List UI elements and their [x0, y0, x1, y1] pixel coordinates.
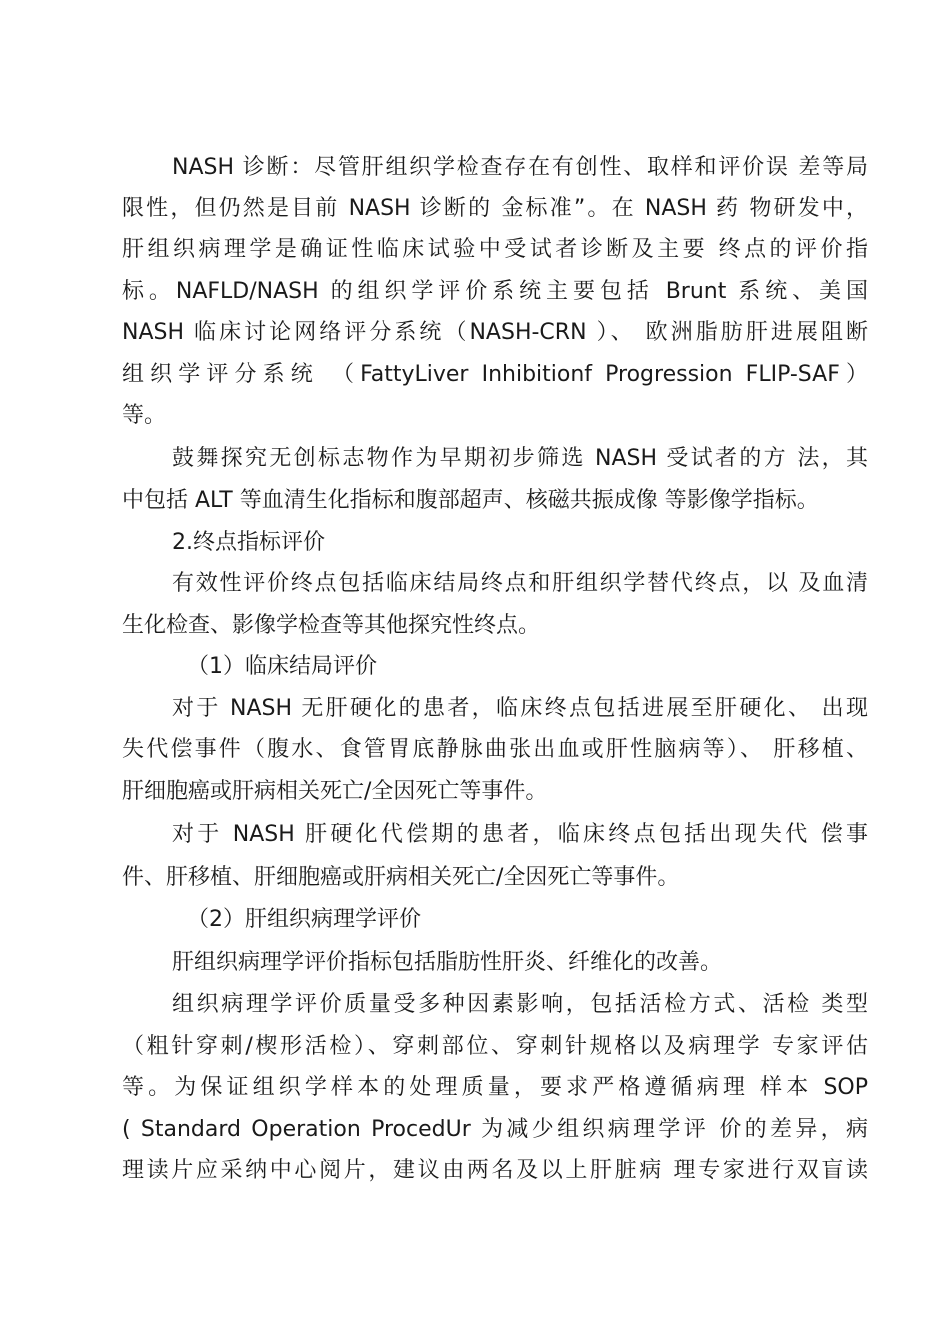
paragraph-line: NASH 临床讨论网络评分系统（NASH-CRN ）、 欧洲脂肪肝进展阻断 [122, 320, 868, 345]
paragraph-line: 件、肝移植、肝细胞癌或肝病相关死亡/全因死亡等事件。 [122, 865, 680, 890]
paragraph-line: 鼓舞探究无创标志物作为早期初步筛选 NASH 受试者的方 法，其 [172, 446, 868, 471]
paragraph-line: 肝组织病理学评价指标包括脂肪性肝炎、纤维化的改善。 [172, 950, 723, 975]
paragraph-line: 对于 NASH 肝硬化代偿期的患者，临床终点包括出现失代 偿事 [172, 822, 868, 847]
paragraph-line: 限性，但仍然是目前 NASH 诊断的 金标准”。在 NASH 药 物研发中， [122, 196, 868, 221]
paragraph-line: 生化检查、影像学检查等其他探究性终点。 [122, 613, 541, 638]
paragraph-line: 对于 NASH 无肝硬化的患者，临床终点包括进展至肝硬化、 出现 [172, 696, 868, 721]
paragraph-line: 组织学评分系统 （FattyLiver Inhibitionf Progression FLIP-SAF） [122, 362, 868, 387]
paragraph-line: 等。为保证组织学样本的处理质量，要求严格遵循病理 样本 SOP [122, 1075, 868, 1100]
paragraph-line: 组织病理学评价质量受多种因素影响，包括活检方式、活检 类型 [172, 992, 868, 1017]
subsection-heading: （2）肝组织病理学评价 [187, 907, 421, 932]
paragraph-line: 等。 [122, 403, 167, 428]
paragraph-line: （粗针穿刺/楔形活检）、穿刺部位、穿刺针规格以及病理学 专家评估 [122, 1034, 868, 1059]
paragraph-line: ( Standard Operation ProcedUr 为减少组织病理学评 价的差异，病 [122, 1117, 868, 1142]
paragraph-line: 理读片应采纳中心阅片，建议由两名及以上肝脏病 理专家进行双盲读 [122, 1158, 868, 1183]
paragraph-line: 肝组织病理学是确证性临床试验中受试者诊断及主要 终点的评价指 [122, 237, 868, 262]
paragraph-line: 失代偿事件（腹水、食管胃底静脉曲张出血或肝性脑病等）、 肝移植、 [122, 737, 868, 762]
paragraph-line: NASH 诊断：尽管肝组织学检查存在有创性、取样和评价误 差等局 [172, 155, 868, 180]
section-heading: 2.终点指标评价 [172, 530, 325, 555]
paragraph-line: 标。NAFLD/NASH 的组织学评价系统主要包括 Brunt 系统、美国 [122, 279, 868, 304]
subsection-heading: （1）临床结局评价 [187, 654, 377, 679]
paragraph-line: 肝细胞癌或肝病相关死亡/全因死亡等事件。 [122, 779, 548, 804]
paragraph-line: 中包括 ALT 等血清生化指标和腹部超声、核磁共振成像 等影像学指标。 [122, 488, 819, 513]
paragraph-line: 有效性评价终点包括临床结局终点和肝组织学替代终点，以 及血清 [172, 571, 868, 596]
